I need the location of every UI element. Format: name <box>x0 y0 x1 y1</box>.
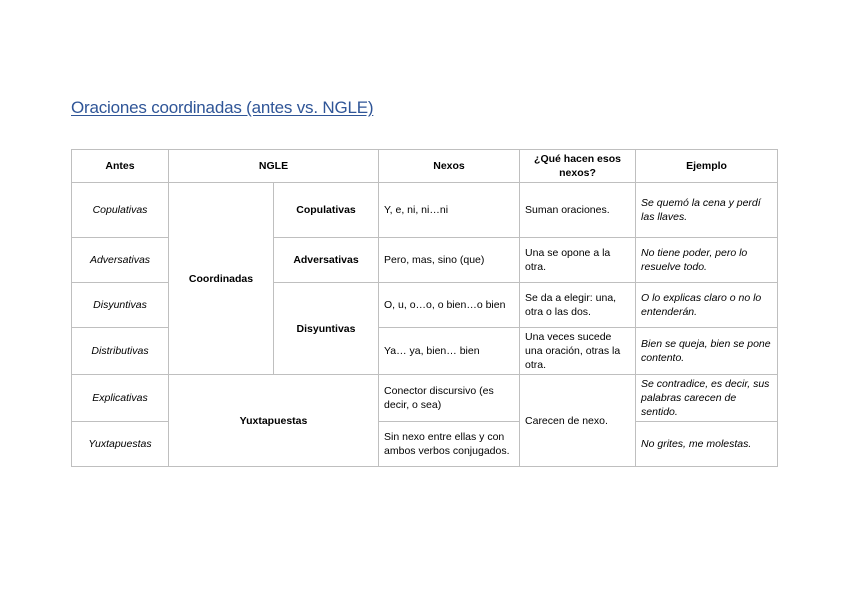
table-row <box>72 375 778 422</box>
subgroup-copulativas: Copulativas <box>274 183 379 238</box>
cell-ejemplo: No tiene poder, pero lo resuelve todo. <box>636 238 778 283</box>
table-row <box>72 183 778 238</box>
header-ejemplo: Ejemplo <box>636 150 778 183</box>
group-yuxtapuestas: Yuxtapuestas <box>169 375 379 467</box>
cell-antes: Adversativas <box>72 238 169 283</box>
cell-que-hacen: Suman oraciones. <box>520 183 636 238</box>
cell-que-hacen: Una veces sucede una oración, otras la otra. <box>520 328 636 375</box>
cell-antes: Distributivas <box>72 328 169 375</box>
header-antes: Antes <box>72 150 169 183</box>
header-ngle: NGLE <box>169 150 379 183</box>
cell-que-hacen: Carecen de nexo. <box>520 375 636 467</box>
cell-ejemplo: Se quemó la cena y perdí las llaves. <box>636 183 778 238</box>
cell-nexos: O, u, o…o, o bien…o bien <box>379 283 520 328</box>
cell-nexos: Y, e, ni, ni…ni <box>379 183 520 238</box>
cell-antes: Copulativas <box>72 183 169 238</box>
cell-que-hacen: Se da a elegir: una, otra o las dos. <box>520 283 636 328</box>
cell-nexos: Ya… ya, bien… bien <box>379 328 520 375</box>
cell-nexos: Conector discursivo (es decir, o sea) <box>379 375 520 422</box>
cell-ejemplo: No grites, me molestas. <box>636 422 778 467</box>
header-nexos: Nexos <box>379 150 520 183</box>
subgroup-adversativas: Adversativas <box>274 238 379 283</box>
cell-antes: Disyuntivas <box>72 283 169 328</box>
coordinated-sentences-table <box>71 149 778 467</box>
cell-ejemplo: O lo explicas claro o no lo entenderán. <box>636 283 778 328</box>
cell-que-hacen: Una se opone a la otra. <box>520 238 636 283</box>
group-coordinadas: Coordinadas <box>169 183 274 375</box>
header-que-hacen: ¿Qué hacen esos nexos? <box>520 150 636 183</box>
cell-antes: Yuxtapuestas <box>72 422 169 467</box>
cell-nexos: Pero, mas, sino (que) <box>379 238 520 283</box>
document-title: Oraciones coordinadas (antes vs. NGLE) <box>71 98 374 117</box>
cell-antes: Explicativas <box>72 375 169 422</box>
cell-ejemplo: Se contradice, es decir, sus palabras carecen de sentido. <box>636 375 778 422</box>
cell-ejemplo: Bien se queja, bien se pone contento. <box>636 328 778 375</box>
subgroup-disyuntivas: Disyuntivas <box>274 283 379 375</box>
cell-nexos: Sin nexo entre ellas y con ambos verbos conjugados. <box>379 422 520 467</box>
